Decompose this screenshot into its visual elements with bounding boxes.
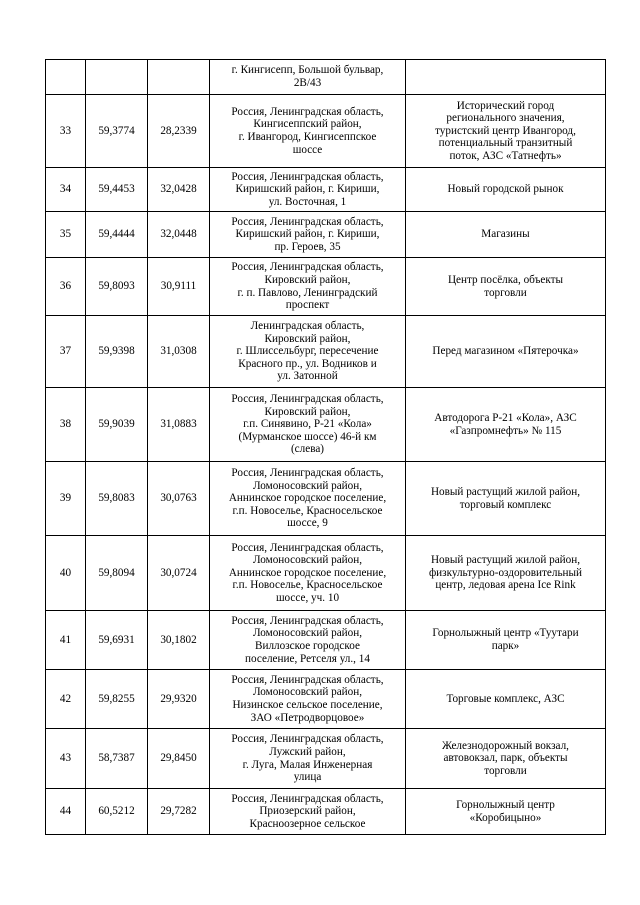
table-row — [46, 95, 606, 168]
address-cell: Россия, Ленинградская область, Киришский район, г. Кириши, пр. Героев, 35 — [210, 212, 406, 258]
latitude-cell: 59,9039 — [86, 388, 148, 462]
latitude-cell: 59,8093 — [86, 258, 148, 316]
longitude-cell: 32,0448 — [148, 212, 210, 258]
row-number-cell: 37 — [46, 316, 86, 388]
latitude-cell: 59,6931 — [86, 611, 148, 670]
row-number-cell: 38 — [46, 388, 86, 462]
table-row — [46, 258, 606, 316]
address-cell: Россия, Ленинградская область, Ломоносовский район, Низинское сельское поселение, ЗАО «Петродворцовое» — [210, 670, 406, 729]
row-number-cell: 43 — [46, 729, 86, 789]
description-cell: Автодорога Р-21 «Кола», АЗС «Газпромнефть» № 115 — [406, 388, 606, 462]
description-cell: Новый городской рынок — [406, 168, 606, 212]
longitude-cell: 28,2339 — [148, 95, 210, 168]
address-cell: Россия, Ленинградская область, Кингисеппский район, г. Ивангород, Кингисеппское шоссе — [210, 95, 406, 168]
row-number-cell: 39 — [46, 462, 86, 536]
description-cell: Новый растущий жилой район, торговый комплекс — [406, 462, 606, 536]
description-cell: Горнолыжный центр «Коробицыно» — [406, 789, 606, 835]
row-number-cell: 44 — [46, 789, 86, 835]
description-cell: Торговые комплекс, АЗС — [406, 670, 606, 729]
address-cell: Россия, Ленинградская область, Киришский район, г. Кириши, ул. Восточная, 1 — [210, 168, 406, 212]
address-cell: Россия, Ленинградская область, Приозерский район, Красноозерное сельское — [210, 789, 406, 835]
latitude-cell: 59,4453 — [86, 168, 148, 212]
description-cell: Магазины — [406, 212, 606, 258]
description-cell: Железнодорожный вокзал, автовокзал, парк, объекты торговли — [406, 729, 606, 789]
row-number-cell: 42 — [46, 670, 86, 729]
longitude-cell: 30,1802 — [148, 611, 210, 670]
description-cell: Горнолыжный центр «Туутари парк» — [406, 611, 606, 670]
latitude-cell: 59,8255 — [86, 670, 148, 729]
row-number-cell: 40 — [46, 536, 86, 611]
latitude-cell: 58,7387 — [86, 729, 148, 789]
address-cell: г. Кингисепп, Большой бульвар, 2В/43 — [210, 60, 406, 95]
description-cell: Новый растущий жилой район, физкультурно-оздоровительный центр, ледовая арена Ice Rink — [406, 536, 606, 611]
address-cell: Ленинградская область, Кировский район, г. Шлиссельбург, пересечение Красного пр., ул. Водников и ул. Затонной — [210, 316, 406, 388]
latitude-cell: 59,8083 — [86, 462, 148, 536]
description-cell: Центр посёлка, объекты торговли — [406, 258, 606, 316]
description-cell: Исторический город регионального значения, туристский центр Ивангород, потенциальный транзитный поток, АЗС «Татнефть» — [406, 95, 606, 168]
longitude-cell: 32,0428 — [148, 168, 210, 212]
table-row — [46, 316, 606, 388]
latitude-cell: 59,4444 — [86, 212, 148, 258]
address-cell: Россия, Ленинградская область, Кировский район, г.п. Синявино, Р-21 «Кола» (Мурманское шоссе) 46-й км (слева) — [210, 388, 406, 462]
table-row — [46, 60, 606, 95]
longitude-cell — [148, 60, 210, 95]
longitude-cell: 31,0883 — [148, 388, 210, 462]
row-number-cell: 35 — [46, 212, 86, 258]
table-row — [46, 168, 606, 212]
table-row — [46, 789, 606, 835]
row-number-cell — [46, 60, 86, 95]
latitude-cell: 59,9398 — [86, 316, 148, 388]
longitude-cell: 30,0724 — [148, 536, 210, 611]
longitude-cell: 29,7282 — [148, 789, 210, 835]
latitude-cell — [86, 60, 148, 95]
row-number-cell: 33 — [46, 95, 86, 168]
latitude-cell: 60,5212 — [86, 789, 148, 835]
table-row — [46, 462, 606, 536]
address-cell: Россия, Ленинградская область, Кировский район, г. п. Павлово, Ленинградский проспект — [210, 258, 406, 316]
row-number-cell: 36 — [46, 258, 86, 316]
description-cell: Перед магазином «Пятерочка» — [406, 316, 606, 388]
table-row — [46, 536, 606, 611]
address-cell: Россия, Ленинградская область, Ломоносовский район, Аннинское городское поселение, г.п. Новоселье, Красносельское шоссе, уч. 10 — [210, 536, 406, 611]
table-row — [46, 729, 606, 789]
row-number-cell: 34 — [46, 168, 86, 212]
address-cell: Россия, Ленинградская область, Лужский район, г. Луга, Малая Инженерная улица — [210, 729, 406, 789]
address-cell: Россия, Ленинградская область, Ломоносовский район, Аннинское городское поселение, г.п. Новоселье, Красносельское шоссе, 9 — [210, 462, 406, 536]
table-row — [46, 388, 606, 462]
table-row — [46, 212, 606, 258]
longitude-cell: 30,0763 — [148, 462, 210, 536]
description-cell — [406, 60, 606, 95]
table-row — [46, 611, 606, 670]
longitude-cell: 29,9320 — [148, 670, 210, 729]
locations-table — [45, 59, 606, 835]
address-cell: Россия, Ленинградская область, Ломоносовский район, Виллозское городское поселение, Ретселя ул., 14 — [210, 611, 406, 670]
latitude-cell: 59,8094 — [86, 536, 148, 611]
table-row — [46, 670, 606, 729]
longitude-cell: 30,9111 — [148, 258, 210, 316]
latitude-cell: 59,3774 — [86, 95, 148, 168]
row-number-cell: 41 — [46, 611, 86, 670]
longitude-cell: 29,8450 — [148, 729, 210, 789]
longitude-cell: 31,0308 — [148, 316, 210, 388]
